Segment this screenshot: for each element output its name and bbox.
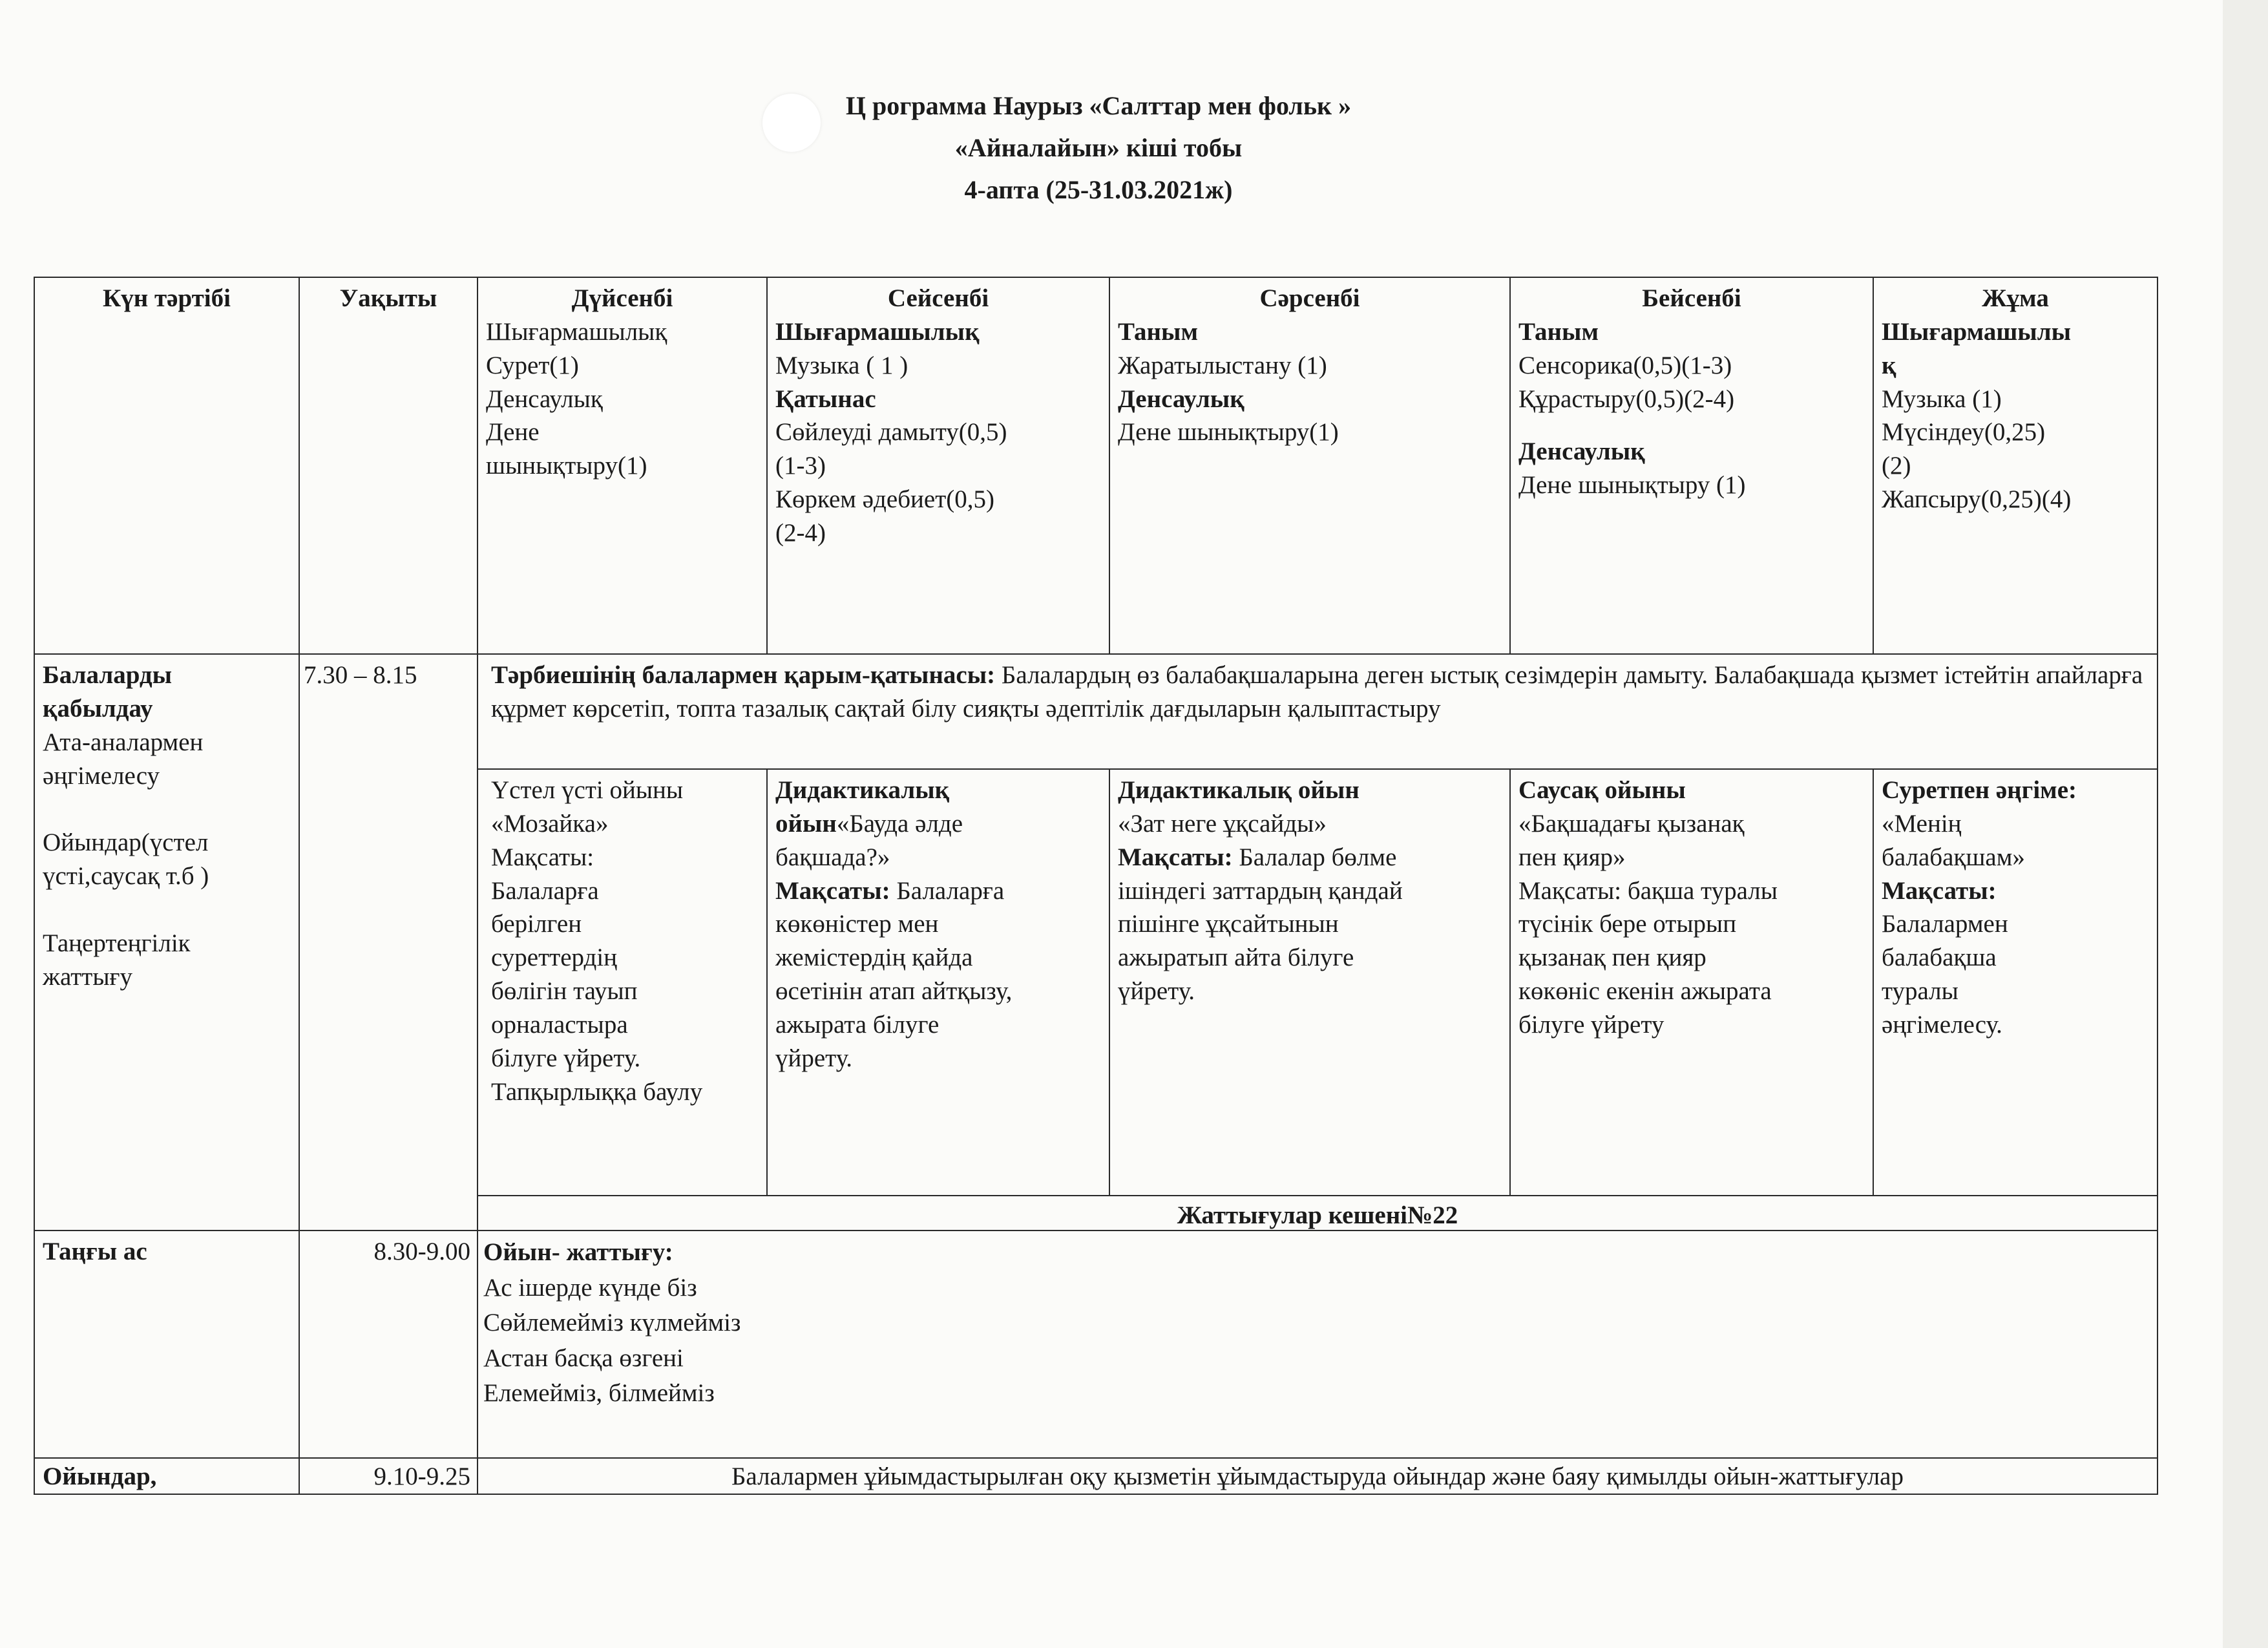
wednesday-activity: Дидактикалық ойын «Зат неге ұқсайды» Мақсаты: Балалар бөлме ішіндегі заттардың қандай пішінге ұқсайтынын ажыратып айта білуге үйрету. xyxy=(1109,768,1511,1196)
row-breakfast-time: 8.30-9.00 xyxy=(299,1230,478,1459)
header-monday: Дүйсенбі Шығармашылық Сурет(1) Денсаулық Дене шынықтыру(1) xyxy=(477,277,768,655)
communication-label: Тәрбиешінің балалармен қарым-қатынасы: xyxy=(491,661,996,689)
teacher-communication xyxy=(477,653,2158,770)
week-title: 4-апта (25-31.03.2021ж) xyxy=(964,175,1233,204)
punch-hole xyxy=(762,94,821,152)
scan-edge xyxy=(2223,0,2268,1648)
communication-text: Балалардың өз балабақшаларына деген ыстық сезімдерін дамыту. Балабақшада қызмет істейтін апайларға құрмет көрсетіп, топта тазалық сақтай білу сияқты әдептілік дағдыларын қалыптастыру xyxy=(491,661,2143,723)
friday-activity: Суретпен әңгіме: «Менің балабақшам» Мақсаты: Балалармен балабақша туралы әңгімелесу. xyxy=(1873,768,2158,1196)
group-title: «Айналайын» кіші тобы xyxy=(954,133,1243,162)
exercise-complex: Жаттығулар кешені№22 xyxy=(477,1195,2158,1231)
document-title: Ц рограмма Наурыз «Салттар мен фольк » xyxy=(845,91,1352,120)
header-daily-schedule: Күн тәртібі xyxy=(34,277,300,655)
row-games-name: Ойындар, xyxy=(34,1457,300,1495)
row-reception-time: 7.30 – 8.15 xyxy=(299,653,478,1231)
games-description: Балалармен ұйымдастырылған оқу қызметін ұйымдастыруда ойындар және баяу қимылды ойын-жаттығулар xyxy=(477,1457,2158,1495)
header-time: Уақыты xyxy=(299,277,478,655)
header-thursday: Бейсенбі Таным Сенсорика(0,5)(1-3) Құрастыру(0,5)(2-4) Денсаулық Дене шынықтыру (1) xyxy=(1509,277,1874,655)
monday-activity: Үстел үсті ойыны «Мозайка» Мақсаты: Балаларға берілген суреттердің бөлігін тауып орналастыра білуге үйрету. Тапқырлыққа баулу xyxy=(477,768,768,1196)
header-wednesday: Сәрсенбі Таным Жаратылыстану (1) Денсаулық Дене шынықтыру(1) xyxy=(1109,277,1511,655)
header-friday: Жұма Шығармашылы қ Музыка (1) Мүсіндеу(0,25) (2) Жапсыру(0,25)(4) xyxy=(1873,277,2158,655)
row-reception-name: Балаларды қабылдау Ата-аналармен әңгімелесу Ойындар(үстел үсті,саусақ т.б ) Таңертеңгілік жаттығу xyxy=(34,653,300,1231)
header-tuesday: Сейсенбі Шығармашылық Музыка ( 1 ) Қатынас Сөйлеуді дамыту(0,5) (1-3) Көркем әдебиет(0,5) (2-4) xyxy=(766,277,1110,655)
row-games-time: 9.10-9.25 xyxy=(299,1457,478,1495)
tuesday-activity: Дидактикалық ойын«Бауда әлде бақшада?» Мақсаты: Балаларға көкөністер мен жемістердің қайда өсетінін атап айтқызу, ажырата білуге үйрету. xyxy=(766,768,1110,1196)
thursday-activity: Саусақ ойыны «Бақшадағы қызанақ пен қияр» Мақсаты: бақша туралы түсінік бере отырып қызанақ пен қияр көкөніс екенін ажырата білуге үйрету xyxy=(1509,768,1874,1196)
row-breakfast-name: Таңғы ас xyxy=(34,1230,300,1459)
breakfast-game: Ойын- жаттығу: Ас ішерде күнде біз Сөйлемейміз күлмейміз Астан басқа өзгені Елемейміз, білмейміз xyxy=(477,1230,2158,1459)
